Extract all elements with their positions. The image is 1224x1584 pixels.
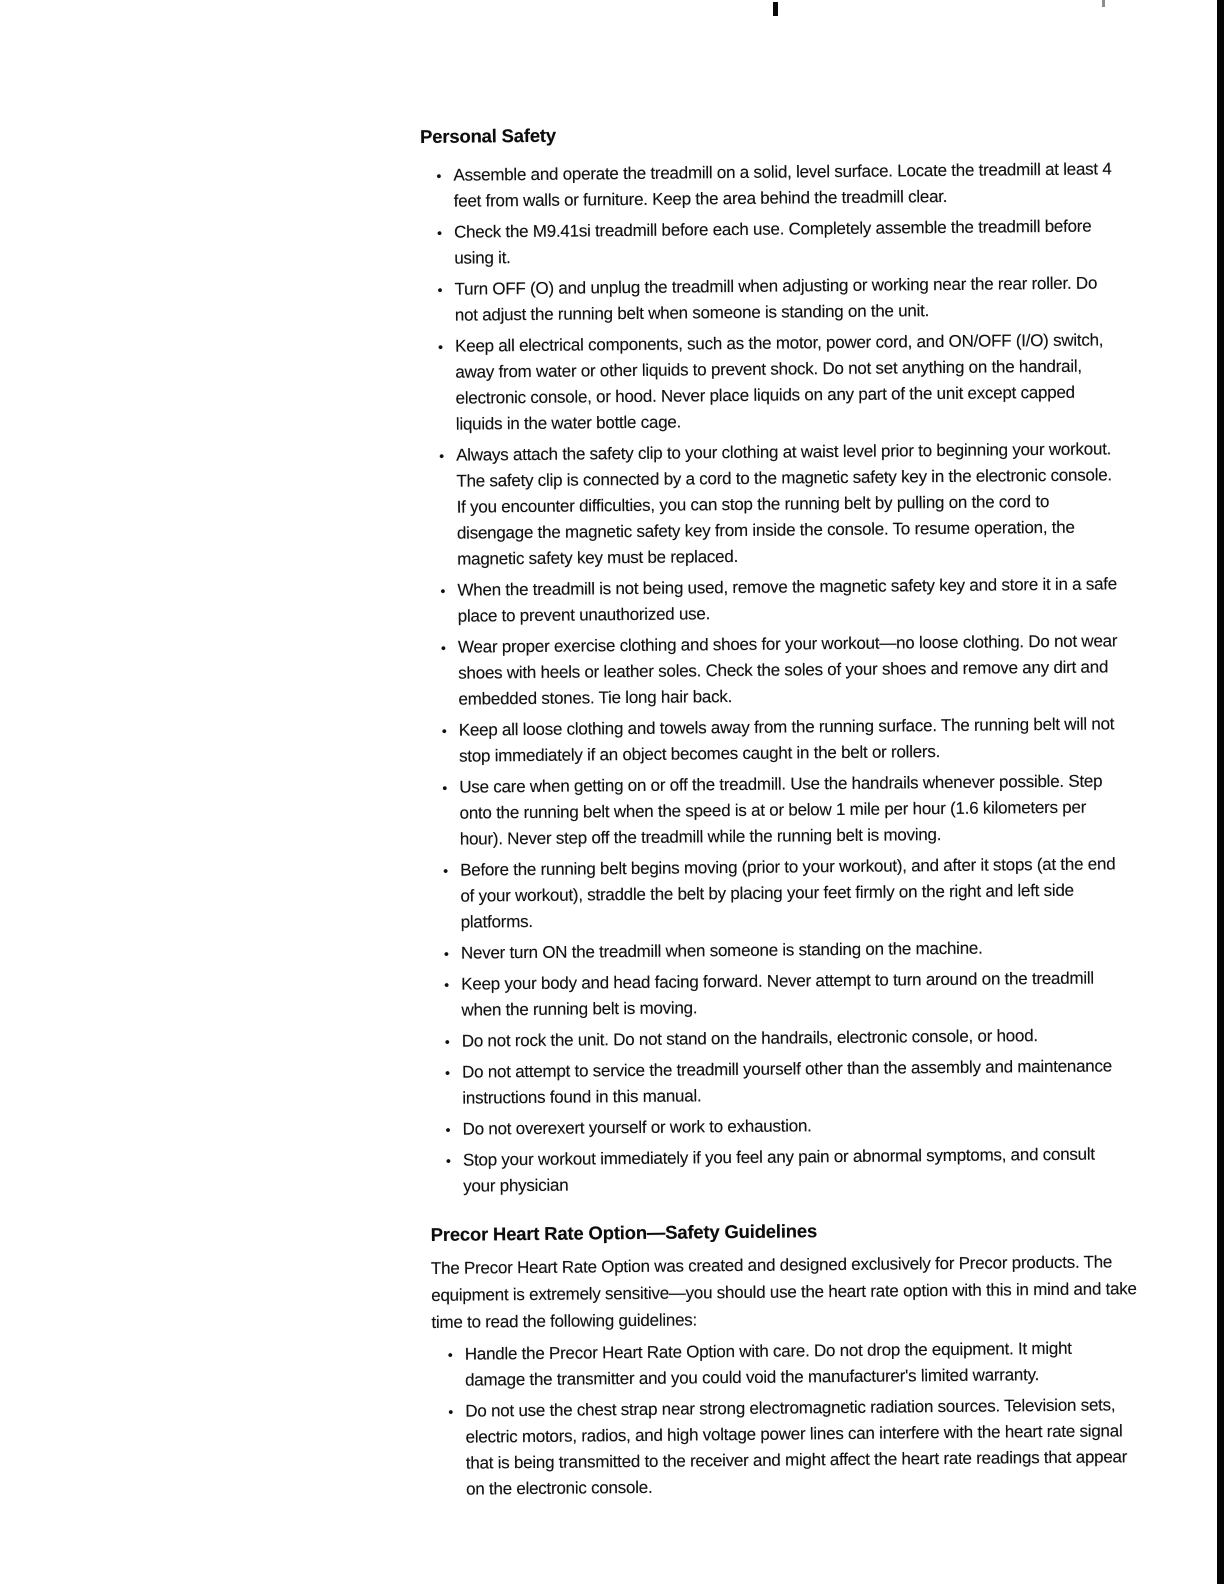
bullet-dot-icon: • xyxy=(437,281,443,298)
bullet-text: When the treadmill is not being used, remove the magnetic safety key and store it in a safe place to prevent unauthorized use. xyxy=(457,574,1118,626)
bullet-dot-icon: • xyxy=(442,779,448,796)
bullet-dot-icon: • xyxy=(447,1346,453,1363)
bullet-text: Before the running belt begins moving (prior to your workout), and after it stops (at the end of your workout), straddle the belt by placing your feet firmly on the right and left side platforms. xyxy=(460,854,1116,932)
bullet-text: Keep all loose clothing and towels away from the running surface. The running belt will not stop immediately if an object becomes caught in the belt or rollers. xyxy=(458,714,1115,766)
scan-artifact-top-tick xyxy=(773,2,778,16)
list-item xyxy=(430,1110,1144,1143)
bullet-text: Do not use the chest strap near strong electromagnetic radiation sources. Television sets, electric motors, radios, and high voltage power lines can interfere with the heart rate signal that is being transmitted to the receiver and might affect the heart rate readings that appear on the electronic console. xyxy=(465,1395,1128,1499)
list-item xyxy=(429,1022,1143,1055)
list-item xyxy=(422,327,1137,438)
bullet-text: Keep your body and head facing forward. Never attempt to turn around on the treadmill when the running belt is moving. xyxy=(461,968,1095,1020)
list-item xyxy=(426,768,1141,853)
list-item xyxy=(430,1141,1144,1200)
bullet-dot-icon: • xyxy=(443,862,449,879)
bullet-dot-icon: • xyxy=(440,639,446,656)
list-item xyxy=(420,156,1134,215)
list-item xyxy=(427,851,1142,936)
list-item xyxy=(432,1392,1147,1503)
bullet-dot-icon: • xyxy=(444,1033,450,1050)
bullet-text: Do not overexert yourself or work to exhaustion. xyxy=(462,1116,812,1139)
bullet-text: Keep all electrical components, such as the motor, power cord, and ON/OFF (I/O) switch, away from water or other liquids to prevent shock. Do not set anything on the handrail, electronic console, or hood. Never place liquids on any part of the unit except capped liquids in the water bottle cage. xyxy=(455,330,1104,434)
bullet-text: Never turn ON the treadmill when someone is standing on the machine. xyxy=(460,938,983,963)
bullet-dot-icon: • xyxy=(448,1403,454,1420)
bullet-text: Stop your workout immediately if you feel any pain or abnormal symptoms, and consult your physician xyxy=(462,1144,1095,1196)
heart-rate-intro-paragraph: The Precor Heart Rate Option was created and designed exclusively for Precor products. The equipment is extremely sensitive—you should use the heart rate option with this in mind and take time to read the following guidelines: xyxy=(430,1252,1137,1332)
bullet-text: Turn OFF (O) and unplug the treadmill when adjusting or working near the rear roller. Do not adjust the running belt when someone is standing on the unit. xyxy=(454,273,1098,325)
list-item xyxy=(426,711,1140,770)
bullet-dot-icon: • xyxy=(439,447,445,464)
bullet-dot-icon: • xyxy=(440,582,446,599)
section-heading-heart-rate-option: Precor Heart Rate Option—Safety Guidelines xyxy=(430,1220,818,1245)
bullet-text: Do not rock the unit. Do not stand on the handrails, electronic console, or hood. xyxy=(461,1026,1038,1051)
bullet-text: Handle the Precor Heart Rate Option with care. Do not drop the equipment. It might damage the transmitter and you could void the manufacturer's limited warranty. xyxy=(464,1338,1072,1390)
bullet-dot-icon: • xyxy=(443,945,449,962)
scan-artifact-right-edge-bar xyxy=(1217,0,1224,1584)
bullet-text: Always attach the safety clip to your clothing at waist level prior to beginning your workout. The safety clip is connected by a cord to the magnetic safety key in the electronic console. If you encounter difficulties, you can stop the running belt by pulling on the cord to disengage the magnetic safety key from inside the console. To resume operation, the magnetic safety key must be replaced. xyxy=(456,439,1112,569)
section-heading-personal-safety: Personal Safety xyxy=(420,124,557,147)
bullet-text: Check the M9.41si treadmill before each use. Completely assemble the treadmill before using it. xyxy=(453,216,1092,268)
list-item xyxy=(428,934,1142,967)
bullet-dot-icon: • xyxy=(445,1064,451,1081)
list-item xyxy=(423,436,1138,573)
bullet-dot-icon: • xyxy=(436,224,443,241)
heart-rate-bullet-list xyxy=(432,1335,1148,1503)
list-item xyxy=(425,628,1140,713)
list-item xyxy=(432,1335,1146,1394)
bullet-dot-icon: • xyxy=(441,722,447,739)
page-content xyxy=(420,119,1147,1508)
list-item xyxy=(421,213,1135,272)
list-item xyxy=(424,571,1138,630)
bullet-dot-icon: • xyxy=(445,1152,451,1169)
bullet-dot-icon: • xyxy=(444,976,450,993)
bullet-text: Wear proper exercise clothing and shoes for your workout—no loose clothing. Do not wear shoes with heels or leather soles. Check the soles of your shoes and remove any dirt and embedded stones. Tie long hair back. xyxy=(457,631,1118,709)
bullet-dot-icon: • xyxy=(445,1121,451,1138)
scan-artifact-top-tick-faint xyxy=(1102,0,1105,7)
personal-safety-bullet-list xyxy=(420,156,1144,1200)
list-item xyxy=(421,270,1135,329)
list-item xyxy=(429,1053,1143,1112)
bullet-text: Assemble and operate the treadmill on a solid, level surface. Locate the treadmill at least 4 feet from walls or furniture. Keep the area behind the treadmill clear. xyxy=(453,159,1112,211)
bullet-text: Do not attempt to service the treadmill yourself other than the assembly and maintenance instructions found in this manual. xyxy=(461,1056,1113,1108)
list-item xyxy=(428,965,1142,1024)
bullet-dot-icon: • xyxy=(436,167,442,184)
bullet-text: Use care when getting on or off the treadmill. Use the handrails whenever possible. Step onto the running belt when the speed is at or below 1 mile per hour (1.6 kilometers per hour). Never step off the treadmill while the running belt is moving. xyxy=(459,771,1103,849)
bullet-dot-icon: • xyxy=(438,338,444,355)
